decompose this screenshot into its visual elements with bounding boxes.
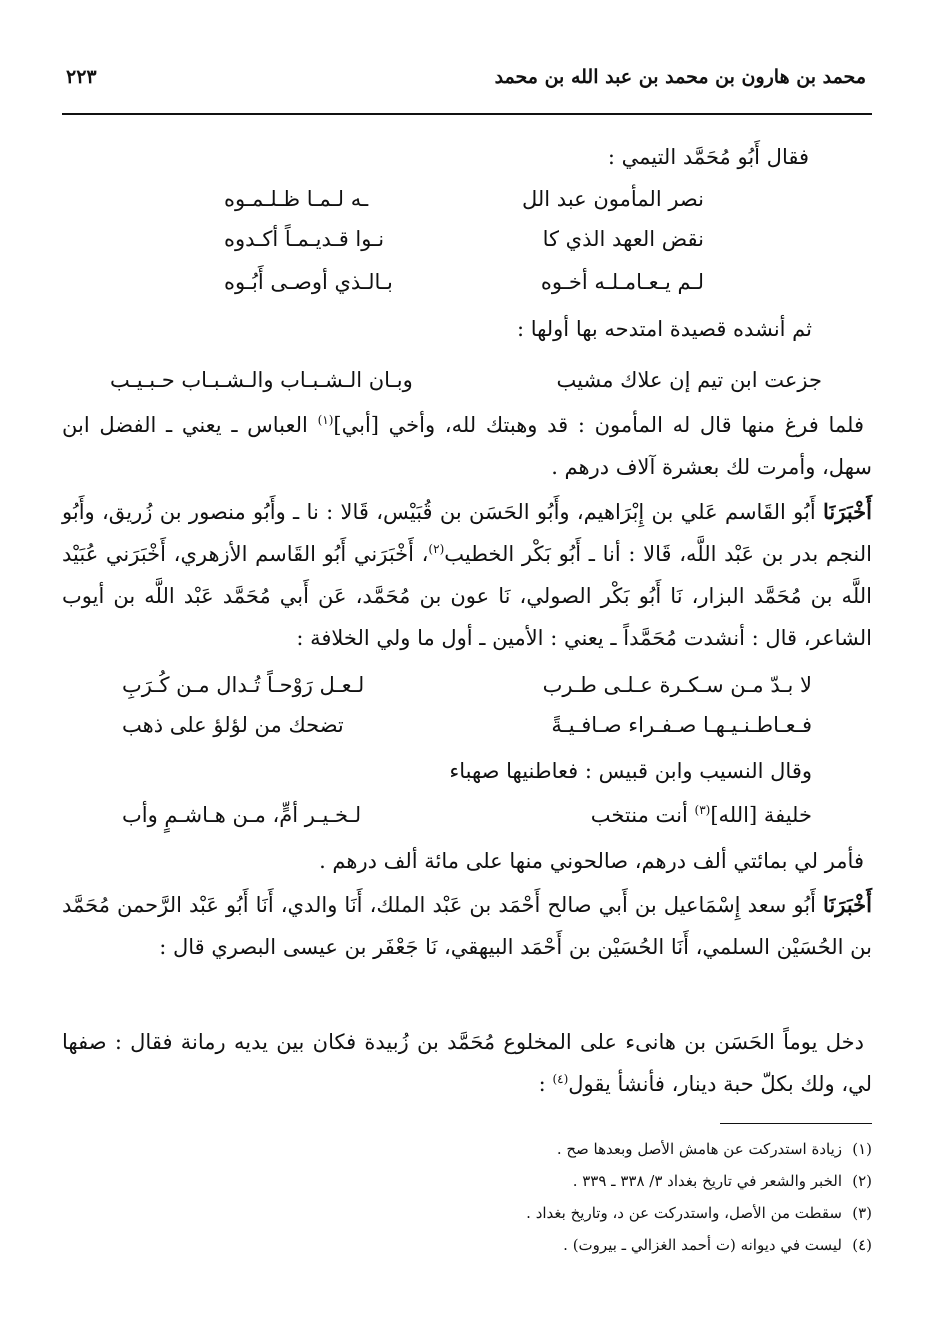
intro-line-3: وقال النسيب وابن قبيس : فعاطنيها صهباء — [449, 759, 812, 783]
header-rule — [62, 113, 872, 115]
verse-hemistich-first: نصر المأمون عبد الل — [522, 187, 704, 211]
lead-word: أَخْبَرَنَا — [823, 892, 872, 917]
footnote-text: الخبر والشعر في تاريخ بغداد ٣/ ٣٣٨ ـ ٣٣٩ . — [572, 1172, 842, 1190]
page-number: ٢٢٣ — [66, 66, 97, 88]
verse-line — [224, 270, 704, 310]
verse-line — [224, 227, 704, 267]
footnote-number: (٤) — [852, 1236, 872, 1254]
footnote-text: سقطت من الأصل، واستدركت عن د، وتاريخ بغداد . — [526, 1204, 842, 1222]
verse-hemistich-first — [591, 803, 812, 827]
paragraph-1 — [62, 404, 872, 488]
footnote-rule — [720, 1123, 872, 1124]
verse-hemistich-second: لـعـل رَوْحـاً تُـدال مـن كُـرَبِ — [122, 673, 365, 697]
footnote — [62, 1236, 872, 1266]
paragraph-text: أَبُو القَاسم عَلي بن إِبْرَاهيم، وأَبُو الحَسَن بن قُبَيْس، قَالا : نا ـ وأَبُو منصور بن زُريق، وأَبُو النجم بدر بن عَبْد اللَّه، قَالا : أنا ـ أَبُو بَكْر الخطيب — [62, 500, 872, 566]
paragraph-text: فلما فرغ منها قال له المأمون : قد وهبتك لله، وأخي [أبي] — [333, 413, 865, 437]
footnote-text: زيادة استدركت عن هامش الأصل وبعدها صح . — [556, 1140, 842, 1158]
paragraph-text: : — [538, 1072, 553, 1096]
paragraph-text: أَبُو سعد إِسْمَاعيل بن أَبي صالح أَحْمَد بن عَبْد الملك، أَنَا والدي، أَنَا أَبُو عَبْد الرَّحمن مُحَمَّد بن الحُسَيْن السلمي، أَنَا الحُسَيْن بن أَحْمَد البيهقي، نَا جَعْفَر بن عيسى البصري قال : — [62, 893, 872, 959]
verse-text: أنت منتخب — [590, 803, 695, 827]
footnote-ref: (٢) — [428, 542, 445, 556]
verse-hemistich-first: لا بـدّ مـن سـكـرة عـلـى طـرب — [542, 673, 812, 697]
verse-hemistich-first: نقض العهد الذي كا — [542, 227, 704, 251]
footnote — [62, 1140, 872, 1170]
footnote — [62, 1172, 872, 1202]
verse-hemistich-first: جزعت ابن تيم إن علاك مشيب — [556, 368, 822, 392]
paragraph-text: العباس ـ يعني ـ الفضل ابن سهل، وأمرت لك بعشرة آلاف درهم . — [62, 413, 872, 479]
intro-line-1: فقال أَبُو مُحَمَّد التيمي : — [607, 145, 809, 169]
intro-line-2: ثم أنشده قصيدة امتدحه بها أولها : — [516, 317, 812, 341]
verse-hemistich-first: فـعـاطـنـيـهـا صـفـراء صـافـيـةً — [551, 713, 812, 737]
running-title: محمد بن هارون بن محمد بن عبد الله بن محمد — [494, 66, 866, 88]
paragraph-text: ، أَخْبَرَني أَبُو القَاسم الأزهري، أَخْبَرَني عُبَيْد اللَّه بن مُحَمَّد البزار، نَا أَبُو بَكْر الصولي، نَا عون بن مُحَمَّد، عَن أَبي مُحَمَّد عَبْد اللَّه بن أيوب الشاعر، قال : أنشدت مُحَمَّداً ـ يعني : الأمين ـ أول ما ولي الخلافة : — [62, 542, 872, 650]
footnote-ref: (١) — [317, 413, 334, 427]
footnote-ref: (٣) — [694, 803, 711, 817]
footnote-number: (٢) — [852, 1172, 872, 1190]
verse-hemistich-second: نـوا قـديـمـاً أكـدوه — [224, 227, 385, 251]
verse-hemistich-second: لـخـيـر أمٍّ، مـن هـاشـمٍ وأب — [122, 803, 362, 827]
page-header — [62, 62, 872, 98]
verse-line — [122, 803, 812, 843]
verse-hemistich-second: بـالـذي أوصـى أَبُـوه — [224, 270, 393, 294]
paragraph-5 — [62, 1021, 872, 1105]
footnote-number: (١) — [852, 1140, 872, 1158]
verse-line — [122, 713, 812, 753]
footnote-text: ليست في ديوانه (ت أحمد الغزالي ـ بيروت) . — [563, 1236, 842, 1254]
lead-word: أَخْبَرَنَا — [823, 499, 872, 524]
verse-hemistich-second: تضحك من لؤلؤ على ذهب — [122, 713, 344, 737]
verse-text: خليفة [الله] — [710, 803, 812, 827]
paragraph-2 — [62, 491, 872, 659]
verse-line — [224, 187, 704, 227]
verse-hemistich-first: لـم يـعـامـلـه أخـوه — [540, 270, 704, 294]
verse-line — [122, 673, 812, 713]
footnote-ref: (٤) — [552, 1072, 569, 1086]
verse-hemistich-second: ـه لـمـا ظـلـمـوه — [224, 187, 369, 211]
paragraph-text: دخل يوماً الحَسَن بن هانىء على المخلوع مُحَمَّد بن زُبيدة فكان بين يديه رمانة فقال : صفها لي، ولك بكلّ حبة دينار، فأنشأ يقول — [62, 1030, 872, 1096]
paragraph-3: فأمر لي بمائتي ألف درهم، صالحوني منها على مائة ألف درهم . — [319, 849, 864, 873]
paragraph-4 — [62, 884, 872, 968]
verse-hemistich-second: وبـان الـشـبـاب والـشـبـاب حـبـيـب — [110, 368, 413, 392]
verse-line — [110, 368, 822, 408]
footnote — [62, 1204, 872, 1234]
footnote-number: (٣) — [852, 1204, 872, 1222]
